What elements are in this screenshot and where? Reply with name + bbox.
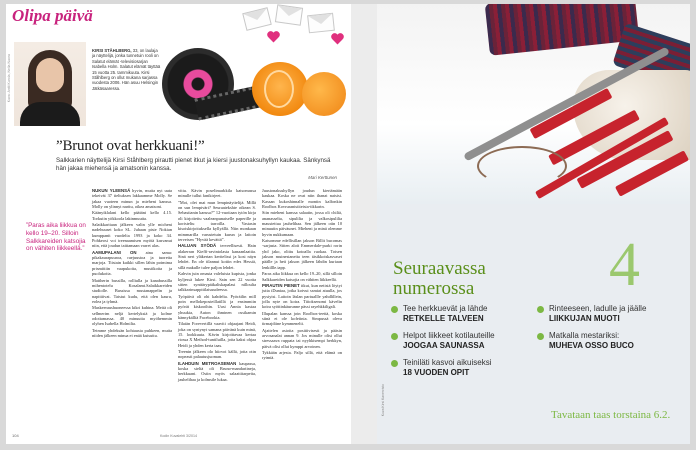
mandarin-photo: [252, 62, 308, 116]
photo-credit: Kuva: Antti Kurola, Nella Nuora: [7, 54, 11, 103]
preview-list-right: [537, 304, 687, 358]
preview-item: [391, 304, 541, 323]
preview-item-text: Helpot liikkeet kotilauteille JOOGAA SAUNASSA: [403, 331, 495, 350]
paragraph-lead-in: PIRAUTIN PIENET: [262, 282, 300, 288]
article-paragraph: Salatkkaritaan jälkeen valin ylle micheni nadehuuset koko SL. Juhaan piste Nokian kumppanit vuodelta 1993 ja koko 34. Pohkeosi voi treenaamisen myötä kasvanut niin, että joudun taittamaan varret alas.: [92, 222, 172, 249]
paragraph-lead-in: ILAHDUIN METROASEMAN: [178, 360, 237, 366]
envelope-icon: [275, 4, 303, 25]
article-column-3: [262, 188, 342, 362]
bio-body: 33, on laulaja ja näyttelijä, jonka tunnetuin rooli on Salatut elämät -televisiosarjan Isabella Holm. Salatut elämät täyttää 15 vuotta 25. tammikuuta. Kirsi Ståhlberg on ollut mukana sarjassa vuodesta 2006. Hän asuu Helsingin Jätkäsaaressa.: [92, 48, 161, 91]
next-issue-title-line: Seuraavassa: [393, 258, 486, 279]
article-paragraph: HALUAN SYÖDÄ terveellisesti. Hain alakerran Kieffi-ravintolasta kanaanlaattia. Sinä neri yläkertan kerttelissi ja kosi näyn lehdet. En ole tilannut kotiin edes Hessiä, sillä makulle tulee paljon lehdet.: [178, 243, 256, 270]
sled-rope: [477, 146, 567, 186]
article-paragraph: Tilaiän Forevertillä vaaviti ohjaajani Heidi, joka on syntynyt samana päivänä kuin minä, 15. lookkuuta. Kävin kirjoittavaa kertaa riossa X Method-tuntiluilla, joita kaksi ohjaa Heidi ja yhden kerta taas.: [178, 321, 256, 348]
film-reel-photo: [156, 44, 256, 130]
next-issue-title: [393, 259, 486, 299]
preview-item: [537, 331, 687, 350]
envelope-icon: [242, 7, 272, 31]
article-paragraph: AAMUPALANI ON aina sama: pikakaurapuuroa, raejuustoa ja tuoretta marjoja. Tiistain kaikki sillen lähin poimima prismittiin vaapukoita, mustikoita ja puolukoita.: [92, 249, 172, 277]
preview-item-headline: JOOGAA SAUNASSA: [403, 340, 485, 350]
paragraph-lead-in: HALUAN SYÖDÄ: [178, 243, 217, 249]
article-paragraph: PIRAUTIN PIENET itkut, kun netistä löytyi jutta iDuniaa, jotka koivui ssmiat atuulla, jos pysiyisi. Laitoin läslan partuallle yahdlillein, jolla nyte on koira. Tiitoksenomi kävelin koira syöttinkäurunne pässi rayehkkiligali.: [262, 282, 342, 310]
paragraph-lead-in: NUKUN YLEENSÄ: [92, 188, 131, 193]
article-paragraph: Siin mieheni kanssa salaatin, jossa oli chiliä, ananasselta, sipulilia ja valkosipulilia maustettua jauhelihaa. Sen jälkeen otin 10 minuutin päiväunet. Mieheni ja minä olemme hyvin nukkumaan.: [262, 210, 342, 237]
preview-item: [391, 331, 541, 350]
pull-quote: ”Paras aika liikkua on kello 19–20. Silloin Salkkareiden katsojia on vähiten liikkeellä.”: [26, 222, 86, 253]
article-paragraph: Teimme yhdeksän kohtausta puhkeen, mutta niiden jälkeen minua ei enää kutsuttu.: [92, 327, 172, 338]
article-paragraph: Mattherin bussilla, rolliulla ja kanabussilla mihentotelu Kosalamt.Salatkkareiden studiolle. Bussissa mustanappelin ja napittiivat. Taistut kudu, että olen kauru, eolea ja tyhmä.: [92, 277, 172, 304]
bullet-dot-icon: [391, 306, 398, 313]
section-title-part: i: [29, 6, 34, 25]
preview-item-headline: 18 VUODEN OPIT: [403, 367, 470, 377]
article-paragraph: vittu. Kävin poselimarkkila katsomassa minulle tullut fanikirjeet.: [178, 188, 256, 199]
preview-item: [537, 304, 687, 323]
sled-photo: [377, 4, 690, 204]
section-title-part: pa päivä: [33, 6, 93, 25]
article-headline: ”Brunot ovat herkkuani!”: [56, 138, 205, 154]
mandarin-photo: [302, 72, 346, 116]
bullet-dot-icon: [391, 333, 398, 340]
preview-item-headline: LIIKKUJAN MUOTI: [549, 313, 620, 323]
issue-number: 4: [609, 231, 640, 299]
preview-item-text: Matkalla mestariksi: MUHEVA OSSO BUCO: [549, 331, 634, 350]
right-page: [377, 4, 690, 444]
mitten-image: [485, 4, 640, 56]
preview-item-text: Rinteeseen, ladulle ja jäälle LIIKKUJAN MUOTI: [549, 304, 647, 323]
article-paragraph: Maskeeraushuoneessa kikri kuhina. Meitä oli sellmerim neljä kertelyksiä ja kolme odottamassa. 40 minuutta myöhemmin olyhen Isabella Holmilta.: [92, 305, 172, 327]
article-paragraph: Juustonaksuhyllyn joudun kiertämään kaukaa. Koska ne ovat niin ihanat naisisi. Kassan kukoshinnalle montin kalfonkin Roolbos Kovruranistiteista-tikkarin.: [262, 188, 342, 210]
preview-item-text: Teiniläti kasvoi aikuiseksi 18 VUODEN OPIT: [403, 358, 492, 377]
preview-item: [391, 358, 541, 377]
article-paragraph: ILAHDUIN METROASEMAN kaupassa, koska sieltä oli Bruno-mandariineja, herkkuani. Ostin myös salaattitarpeita, jauhelihaa ja kolmsile lukaa.: [178, 360, 257, 382]
envelope-icon: [307, 13, 335, 34]
section-title: [12, 6, 93, 26]
portrait-photo: [14, 42, 86, 126]
article-paragraph: Kahvin juin omasta valeluista kupista, jonka kyljessä lukee Kirsi. Sain sen 22 vuotta sitten synttärypäikaliskapalasi nilloulta talkkarinsappitilaisuudeessa.: [178, 271, 256, 293]
article-paragraph: Illupalan kanssa join Roolbos-teettä, koska siinä ei ole kofeiinia. Simpussä oleva tirmajdiine kymmenelti.: [262, 310, 342, 327]
bullet-dot-icon: [537, 306, 544, 313]
magazine-spread: [6, 4, 690, 444]
article-paragraph: Tykkään arjesta. Paljo sillä, että elämä on rytmiä.: [262, 349, 342, 361]
article-column-1: [92, 188, 172, 339]
left-page: [6, 4, 351, 444]
bullet-dot-icon: [537, 333, 544, 340]
article-paragraph: Työpäivä oli ohi kahdelta. Pyöräilin mill poin mellokeposteillatillä ja ensimmiin pyörät kiskooihin. Uusi Annia kastaa yhuukia, Auton ihminen ossikamin kännykälliä Facebookia.: [178, 293, 256, 320]
bio-name: KIRSI STÅHLBERG,: [92, 48, 132, 53]
article-paragraph: Käänyiklalani kello päätäni kello 4.15. Torkutin yökkoola lakinmuutta.: [92, 210, 172, 221]
byline: Mari Kerttunen: [308, 175, 337, 180]
preview-list-left: [391, 304, 541, 385]
article-paragraph: Ajattelen asioita positiivisesti ja pääsin arvosanalat annan 9. Jos minulle olisi ollut stressaava ruppata tai nyyhkisempi herkkyn, päivä olisi ollut kymppi arvoinen.: [262, 327, 342, 349]
heart-icon: [333, 35, 343, 45]
page-gutter: [351, 4, 377, 444]
article-lede: Salkkarien näyttelijä Kirsi Ståhlberg pirautti pienet itkut ja kiersi juustonaksuhyllyn kaukaa. Sänkynsä hän jakaa miehensä ja amatsonin kanssa.: [56, 157, 331, 172]
preview-item-text: Tee herkkuevät ja lähde RETKELLE TALVEEN: [403, 304, 488, 323]
photo-credit: Kuva Kirsi Kanervisto: [381, 384, 385, 417]
section-title-part: Ol: [12, 6, 29, 25]
page-footer: Kodin Kuvalehti 3/2014: [160, 434, 197, 438]
envelopes-illustration: [234, 4, 351, 46]
page-number: 104: [12, 433, 19, 438]
article-paragraph: NUKUN YLEENSÄ hyvin, mutta nyt uuta tekeivät 37 tieltuksen lakkaamme Molly. Se jakaa vuoteen minun ja mieheni kanssa. Molly on ylinnyt narttu, oikea amatsoni.: [92, 188, 172, 210]
preview-item-headline: MUHEVA OSSO BUCO: [549, 340, 634, 350]
preview-item-headline: RETKELLE TALVEEN: [403, 313, 484, 323]
article-paragraph: Paras aika liikkua on kello 19–20, sillä silloin Salkkareiden katsojia on vähiten liikkeellä.: [262, 271, 342, 282]
paragraph-lead-in: AAMUPALANI ON: [92, 249, 137, 255]
article-paragraph: ”Moi, olet mai mun lempinäyttelijä. Millä on sun lempiväri? Seuraatekshte oikean S. Sebastianin kanssa?” 12-vuotiaan tytön kirja oli kirjoitettu vaaleanpunaiselle paperille ja koristeltu tarroilla. Vastasin kisoiskirjoituksella kyllyällä. Niin monkaan mimmarilla varustetuin kurun ja laitoin terveisen ”Hyvää kevättä”.: [178, 199, 256, 243]
bullet-dot-icon: [391, 360, 398, 367]
article-paragraph: Katsomme edellisillan jakson Billit bucomas -sarjasta. Sitten aloit Emmerdale-purki rorin yhd jako, olittu kotoalla ruokaa. Toisen jakson muinestaneita teen täsikkoiskasvaset päälle ja heti jakson jälkeen lähdin kuriaan lenkillle.iapp.: [262, 238, 342, 270]
bio-text: [92, 48, 162, 91]
heart-icon: [269, 33, 279, 43]
next-issue-title-line: numerossa: [393, 278, 475, 299]
article-column-2: [178, 188, 256, 383]
next-issue-date: Tavataan taas torstaina 6.2.: [551, 409, 671, 421]
article-paragraph: Treenin jälkeen olo hiirvoi källä, jotta otin nopeasti palautusjuoman.: [178, 348, 256, 360]
